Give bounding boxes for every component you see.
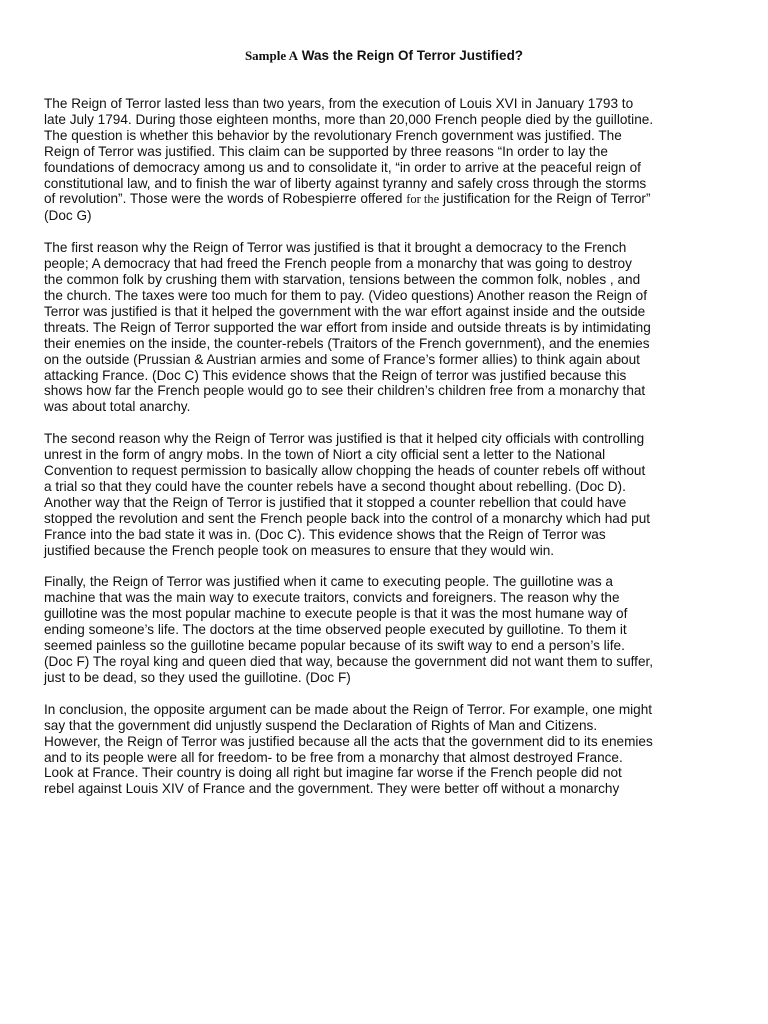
text-line: constitutional law, and to finish the war of liberty against tyranny and safely cross through the storms <box>44 175 647 191</box>
text-line: a trial so that they could have the counter rebels have a second thought about rebelling. (Doc D). <box>44 478 626 494</box>
text-line: stopped the revolution and sent the French people back into the control of a monarchy which had put <box>44 510 651 526</box>
text-line: (Doc F) The royal king and queen died that way, because the government did not want them to suffer, <box>44 654 654 669</box>
text-line: Finally, the Reign of Terror was justified when it came to executing people. The guillotine was a <box>44 574 613 590</box>
text-line: seemed painless so the guillotine became popular because of its swift way to end a person’s life. <box>44 638 625 654</box>
text-line: Look at France. Their country is doing all right but imagine far worse if the French people did not <box>44 765 622 781</box>
paragraph-intro <box>44 96 726 224</box>
title-prefix: Sample A <box>244 48 299 63</box>
paragraph-third-reason <box>44 574 726 685</box>
text-line: The first reason why the Reign of Terror was justified is that it brought a democracy to the French <box>44 240 627 256</box>
text-line: late July 1794. During those eighteen months, more than 20,000 French people died by the guillotine. <box>44 111 654 127</box>
paragraph-conclusion <box>44 702 726 797</box>
text-line: foundations of democracy among us and to consolidate it, “in order to arrive at the peaceful reign of <box>44 159 641 175</box>
paragraph-second-reason <box>44 431 726 558</box>
text-line: Reign of Terror was justified. This claim can be supported by three reasons “In order to lay the <box>44 143 608 159</box>
text-line: on the outside (Prussian & Austrian armies and some of France’s former allies) to think again about <box>44 351 640 367</box>
text-line: the church. The taxes were too much for them to pay. (Video questions) Another reason the Reign of <box>44 287 648 303</box>
document-title <box>0 46 768 66</box>
text-line: The second reason why the Reign of Terror was justified is that it helped city officials with controlling <box>44 431 645 447</box>
text-line: Convention to request permission to basically allow chopping the heads of counter rebels off without <box>44 463 646 479</box>
document-body <box>44 96 726 813</box>
text-line: The question is whether this behavior by the revolutionary French government was justified. The <box>44 127 622 143</box>
text-line: threats. The Reign of Terror supported the war effort from inside and outside threats is by intimidating <box>44 319 651 335</box>
text-line <box>44 191 726 208</box>
text-line: France into the bad state it was in. (Doc C). This evidence shows that the Reign of Terror was <box>44 526 606 542</box>
text-line: just to be dead, so they used the guillotine. (Doc F) <box>44 669 351 685</box>
text-line: unrest in the form of angry mobs. In the town of Niort a city official sent a letter to the National <box>44 447 606 463</box>
text-line: justified because the French people took on measures to ensure that they would win. <box>44 542 555 558</box>
title-main: Was the Reign Of Terror Justified? <box>298 48 524 63</box>
text-line: guillotine was the most popular machine to execute people is that it was the most humane way of <box>44 606 628 622</box>
text-line: attacking France. (Doc C) This evidence shows that the Reign of terror was justified because this <box>44 367 627 383</box>
text-line: (Doc G) <box>44 208 92 224</box>
text-line: Terror was justified is that it helped the government with the war effort against inside and the outside <box>44 303 646 319</box>
text-segment: of revolution”. Those were the words of Robespierre offered <box>44 191 407 207</box>
text-line: Another way that the Reign of Terror is justified that it stopped a counter rebellion that could have <box>44 494 627 510</box>
text-line: say that the government did unjustly suspend the Declaration of Rights of Man and Citizens. <box>44 717 598 733</box>
text-segment-serif: for the <box>406 192 440 207</box>
text-line: and to its people were all for freedom- to be free from a monarchy that almost destroyed France. <box>44 749 623 765</box>
text-line: the common folk by crushing them with starvation, tensions between the common folk, nobles , and <box>44 272 641 288</box>
text-line: However, the Reign of Terror was justified because all the acts that the government did to its enemies <box>44 733 653 749</box>
text-line: people; A democracy that had freed the French people from a monarchy that was going to destroy <box>44 256 632 272</box>
text-line: their enemies on the inside, the counter-rebels (Traitors of the French government), and the enemies <box>44 335 650 351</box>
paragraph-first-reason <box>44 240 726 415</box>
text-line: ending someone’s life. The doctors at the time observed people executed by guillotine. To them it <box>44 622 627 638</box>
text-line: The Reign of Terror lasted less than two years, from the execution of Louis XVI in January 1793 to <box>44 96 634 111</box>
text-segment: justification for the Reign of Terror” <box>439 191 651 207</box>
text-line: was about total anarchy. <box>44 399 191 415</box>
text-line: shows how far the French people would go to see their children’s children free from a monarchy that <box>44 383 646 399</box>
text-line: rebel against Louis XIV of France and the government. They were better off without a monarchy <box>44 781 620 797</box>
text-line: In conclusion, the opposite argument can be made about the Reign of Terror. For example, one might <box>44 701 653 717</box>
text-line: machine that was the main way to execute traitors, convicts and foreigners. The reason why the <box>44 590 620 606</box>
